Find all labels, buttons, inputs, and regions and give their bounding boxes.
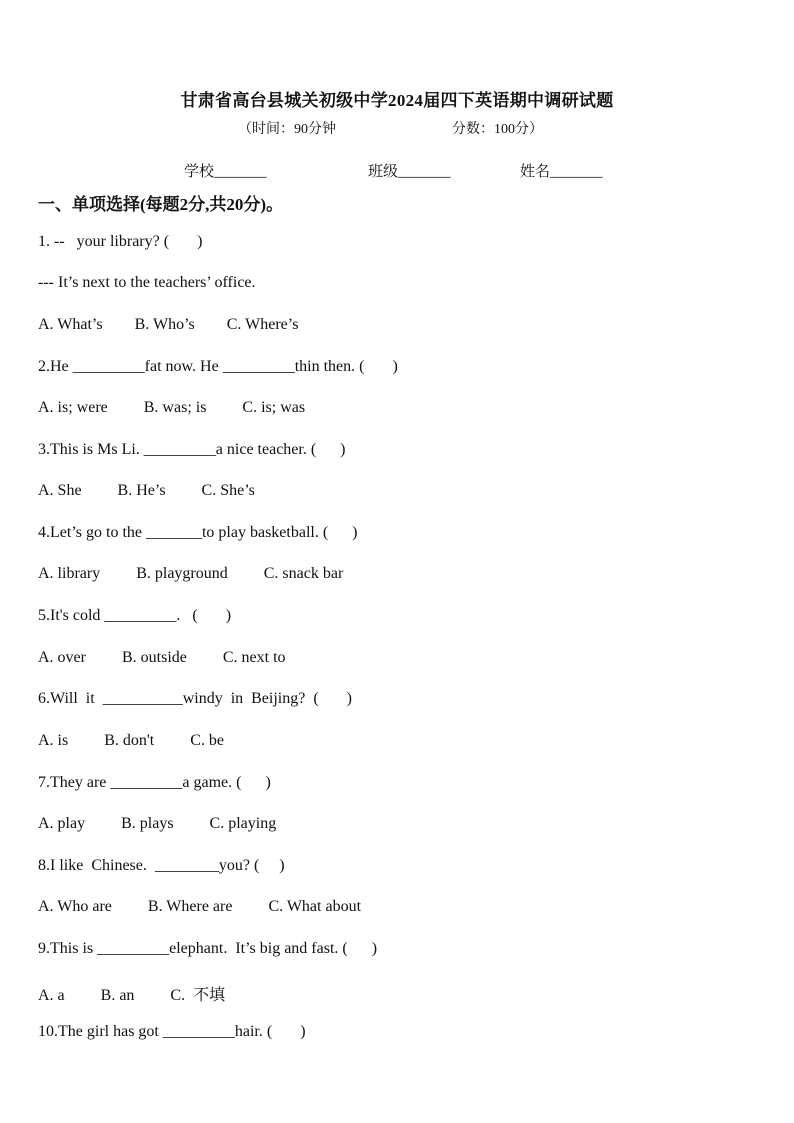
school-field: 学校_______ — [184, 164, 267, 180]
answer-options: A. She B. He’s C. She’s — [38, 482, 255, 499]
name-field: 姓名_______ — [520, 164, 603, 180]
answer-options: A. is; were B. was; is C. is; was — [38, 399, 306, 416]
exam-score: 分数：100分） — [452, 122, 543, 137]
question-line: 9.This is _________elephant. It’s big and fast. ( ) — [38, 940, 378, 957]
question-line: --- It’s next to the teachers’ office. — [38, 274, 256, 291]
exam-title: 甘肃省高台县城关初级中学2024届四下英语期中调研试题 — [180, 91, 614, 110]
exam-time: （时间：90分钟 — [238, 122, 336, 137]
question-line: 8.I like Chinese. ________you? ( ) — [38, 857, 285, 874]
question-line: 7.They are _________a game. ( ) — [38, 774, 271, 791]
answer-options: A. Who are B. Where are C. What about — [38, 898, 362, 915]
answer-options: A. over B. outside C. next to — [38, 649, 286, 666]
question-line: 1. -- your library? ( ) — [38, 233, 203, 250]
question-line: 2.He _________fat now. He _________thin then. ( ) — [38, 358, 398, 375]
question-line: 3.This is Ms Li. _________a nice teacher. ( ) — [38, 441, 346, 458]
answer-options: A. library B. playground C. snack bar — [38, 565, 344, 582]
answer-options: A. play B. plays C. playing — [38, 815, 277, 832]
answer-options: A. is B. don't C. be — [38, 732, 224, 749]
question-line: 10.The girl has got _________hair. ( ) — [38, 1023, 306, 1040]
question-line: 5.It's cold _________. ( ) — [38, 607, 232, 624]
section-heading: 一、单项选择(每题2分,共20分)。 — [38, 195, 284, 214]
class-field: 班级_______ — [368, 164, 451, 180]
answer-options: A. a B. an C. 不填 — [38, 987, 226, 1004]
question-line: 4.Let’s go to the _______to play basketball. ( ) — [38, 524, 358, 541]
question-line: 6.Will it __________windy in Beijing? ( ) — [38, 690, 352, 707]
answer-options: A. What’s B. Who’s C. Where’s — [38, 316, 299, 333]
